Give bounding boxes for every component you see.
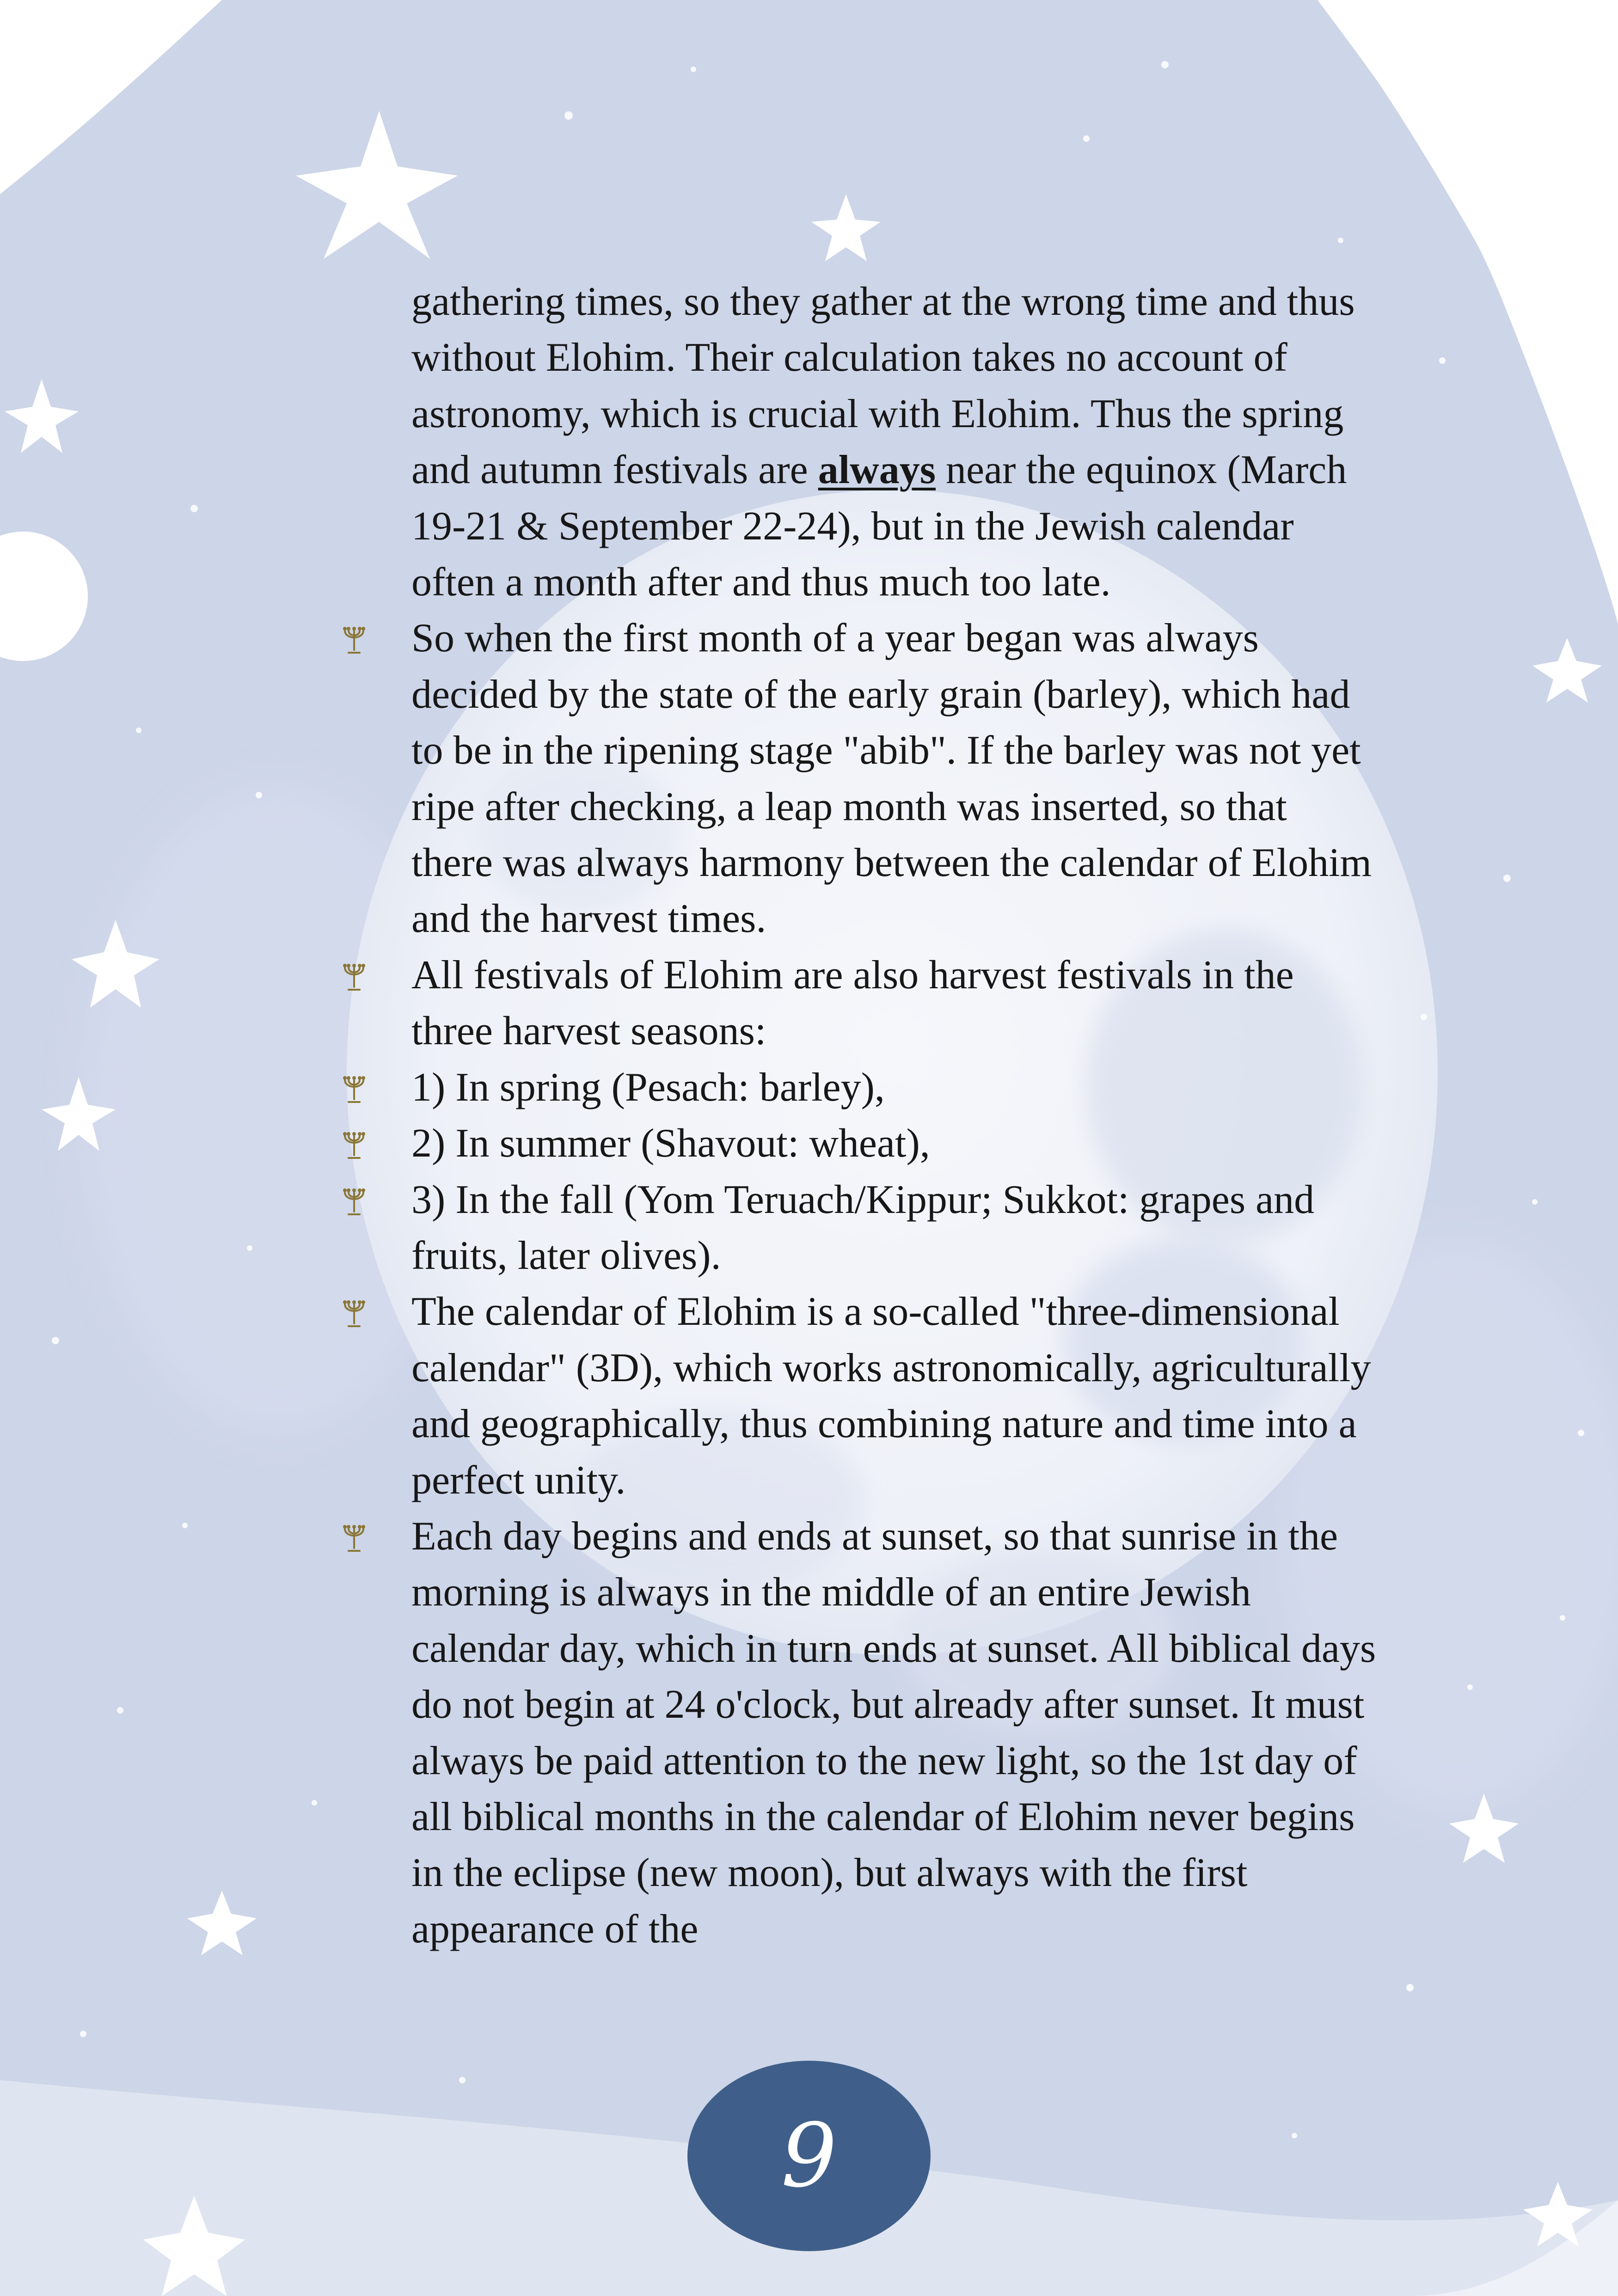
bullet-item xyxy=(342,1115,1378,1171)
menorah-icon xyxy=(342,626,366,655)
page-body xyxy=(342,274,1378,1957)
bullet-item xyxy=(342,1508,1378,1957)
bullet-item xyxy=(342,1172,1378,1284)
menorah-icon xyxy=(342,1075,366,1104)
bullet-text: 2) In summer (Shavout: wheat), xyxy=(411,1121,930,1166)
menorah-icon xyxy=(342,1131,366,1160)
emphasis-always: always xyxy=(818,447,936,493)
bullet-item xyxy=(342,610,1378,947)
bullet-item xyxy=(342,947,1378,1059)
lead-paragraph xyxy=(342,274,1378,610)
bullet-text: 1) In spring (Pesach: barley), xyxy=(411,1065,885,1110)
page-number: 9 xyxy=(781,2105,837,2207)
bullet-text: The calendar of Elohim is a so-called "three-dimensional calendar" (3D), which works astronomically, agriculturally and geographically, thus combining nature and time into a perfect unity. xyxy=(411,1289,1371,1503)
bullet-text: All festivals of Elohim are also harvest festivals in the three harvest seasons: xyxy=(411,952,1294,1054)
bullet-item xyxy=(342,1284,1378,1508)
page-number-badge xyxy=(687,2061,931,2251)
menorah-icon xyxy=(342,1524,366,1553)
lead-text-end: near the equinox (March 19-21 & September 22-24), but in the Jewish calendar often a month after and thus much too late. xyxy=(411,447,1347,605)
bullet-list xyxy=(342,610,1378,1957)
menorah-icon xyxy=(342,1188,366,1216)
bullet-text: 3) In the fall (Yom Teruach/Kippur; Sukkot: grapes and fruits, later olives). xyxy=(411,1177,1315,1278)
bullet-text: So when the first month of a year began was always decided by the state of the early grain (barley), which had to be in the ripening stage "abib". If the barley was not yet ripe after checking, a leap month was inserted, so that there was always harmony between the calendar of Elohim and the harvest times. xyxy=(411,616,1372,942)
lead-text-start: gathering times, so they gather at the wrong time and thus without Elohim. Their calculation takes no account of astronomy, which is crucial with Elohim. Thus the spring and autumn festivals are xyxy=(411,279,1355,493)
bullet-text: Each day begins and ends at sunset, so that sunrise in the morning is always in the middle of an entire Jewish calendar day, which in turn ends at sunset. All biblical days do not begin at 24 o'clock, but already after sunset. It must always be paid attention to the new light, so the 1st day of all biblical months in the calendar of Elohim never begins in the eclipse (new moon), but always with the first appearance of the xyxy=(411,1513,1376,1952)
bullet-item xyxy=(342,1059,1378,1115)
menorah-icon xyxy=(342,1299,366,1328)
menorah-icon xyxy=(342,963,366,992)
